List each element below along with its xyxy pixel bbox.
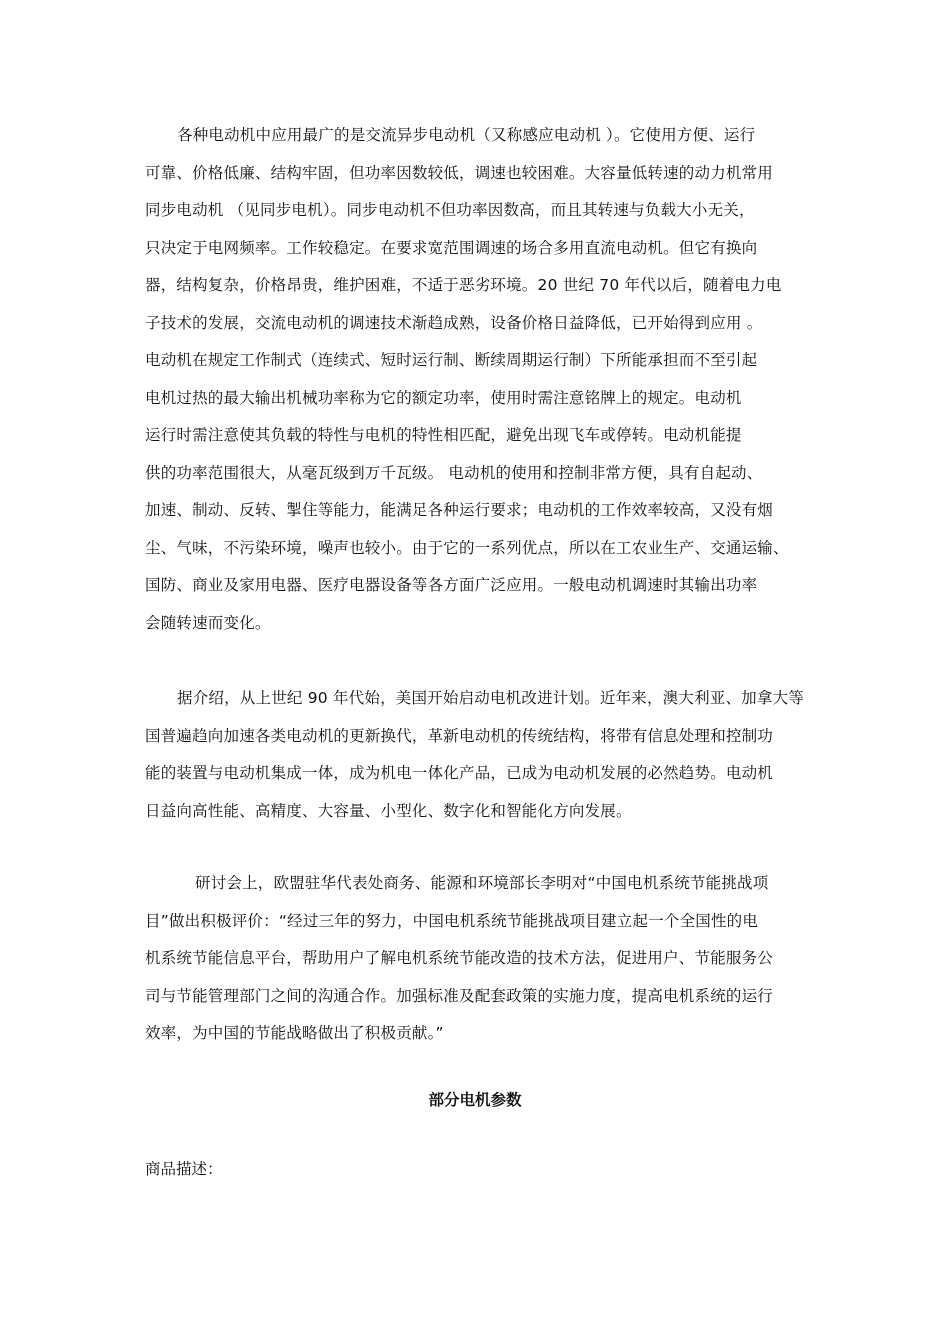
- text-line: 子技术的发展，交流电动机的调速技术渐趋成熟，设备价格日益降低，已开始得到应用 。: [145, 313, 763, 332]
- paragraph-motor-development-trend: [145, 680, 825, 830]
- section-heading: 部分电机参数: [428, 1091, 522, 1109]
- text-line: 国普遍趋向加速各类电动机的更新换代，革新电动机的传统结构，将带有信息处理和控制功: [145, 726, 774, 745]
- text-line: 电机过热的最大输出机械功率称为它的额定功率，使用时需注意铭牌上的规定。电动机: [145, 388, 742, 407]
- paragraph-electric-motor-overview: [145, 117, 825, 642]
- text-line: 只决定于电网频率。工作较稳定。在要求宽范围调速的场合多用直流电动机。但它有换向: [145, 238, 758, 257]
- text-line: 会随转速而变化。: [145, 613, 271, 632]
- text-line: 司与节能管理部门之间的沟通合作。加强标准及配套政策的实施力度，提高电机系统的运行: [145, 986, 774, 1005]
- text-line: 可靠、价格低廉、结构牢固，但功率因数较低，调速也较困难。大容量低转速的动力机常用: [145, 163, 774, 182]
- text-line: 目”做出积极评价：“经过三年的努力，中国电机系统节能挑战项目建立起一个全国性的电: [145, 911, 759, 930]
- text-line: 各种电动机中应用最广的是交流异步电动机（又称感应电动机 ）。它使用方便、运行: [177, 126, 756, 144]
- text-line: 尘、气味，不污染环境，噪声也较小。由于它的一系列优点，所以在工农业生产、交通运输、: [145, 538, 789, 557]
- text-line: 据介绍，从上世纪 90 年代始，美国开始启动电机改进计划。近年来，澳大利亚、加拿大等: [177, 689, 804, 707]
- text-line: 供的功率范围很大，从毫瓦级到万千瓦级。 电动机的使用和控制非常方便，具有自起动、: [145, 463, 763, 482]
- text-line: 机系统节能信息平台，帮助用户了解电机系统节能改造的技术方法，促进用户、节能服务公: [145, 949, 774, 967]
- text-line: 日益向高性能、高精度、大容量、小型化、数字化和智能化方向发展。: [145, 801, 632, 820]
- text-line: 器，结构复杂，价格昂贵，维护困难，不适于恶劣环境。20 世纪 70 年代以后，随着电力电: [145, 276, 782, 294]
- text-line: 运行时需注意使其负载的特性与电机的特性相匹配，避免出现飞车或停转。电动机能提: [145, 426, 742, 444]
- text-line: 研讨会上，欧盟驻华代表处商务、能源和环境部长李明对“中国电机系统节能挑战项: [195, 874, 769, 892]
- text-line: 国防、商业及家用电器、医疗电器设备等各方面广泛应用。一般电动机调速时其输出功率: [145, 576, 758, 594]
- paragraph-seminar-evaluation: [145, 865, 825, 1053]
- text-line: 能的装置与电动机集成一体，成为机电一体化产品，已成为电动机发展的必然趋势。电动机: [145, 764, 774, 782]
- text-line: 效率，为中国的节能战略做出了积极贡献。”: [145, 1024, 444, 1042]
- text-line: 电动机在规定工作制式（连续式、短时运行制、断续周期运行制）下所能承担而不至引起: [145, 351, 758, 369]
- text-line: 加速、制动、反转、掣住等能力，能满足各种运行要求；电动机的工作效率较高，又没有烟: [145, 501, 774, 519]
- text-line: 同步电动机 （见同步电机）。同步电动机不但功率因数高，而且其转速与负载大小无关，: [145, 201, 755, 219]
- product-description-label: 商品描述：: [145, 1160, 223, 1178]
